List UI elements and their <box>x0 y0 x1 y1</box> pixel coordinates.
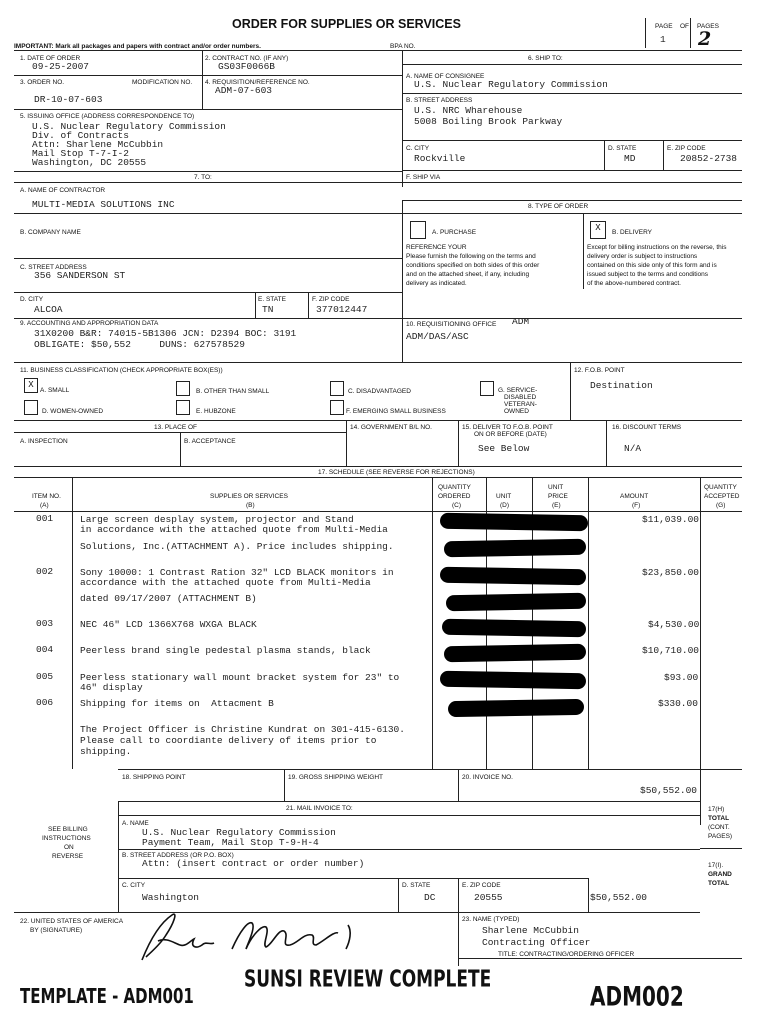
gov-bl-label: 14. GOVERNMENT B/L NO. <box>350 424 432 431</box>
issuing-line-4: Mail Stop T-7-I-2 <box>32 148 129 159</box>
typed-title: Contracting Officer <box>482 937 591 948</box>
ship-street-2: 5008 Boiling Brook Parkway <box>414 116 563 127</box>
col-accepted-3: (G) <box>716 502 726 509</box>
consignee-label: A. NAME OF CONSIGNEE <box>406 73 485 80</box>
redaction-bar <box>444 539 586 557</box>
total-label-3: (CONT. <box>708 824 730 831</box>
item-amount: $11,039.00 <box>642 514 700 525</box>
invoice-state-label: D. STATE <box>402 882 431 889</box>
req-office-sub: ADM/DAS/ASC <box>406 331 469 342</box>
shipping-point-label: 18. SHIPPING POINT <box>122 774 186 781</box>
ship-to-label: 6. SHIP TO: <box>528 55 563 62</box>
purchase-text-3: conditions specified on both sides of this order <box>406 262 540 269</box>
schedule-note-3: shipping. <box>80 746 132 757</box>
template-stamp: TEMPLATE - ADM001 <box>20 984 194 1009</box>
sdvosb-checkbox[interactable] <box>480 381 494 396</box>
delivery-text-1: Except for billing instructions on the reverse, this <box>587 244 727 251</box>
issuing-line-5: Washington, DC 20555 <box>32 157 147 168</box>
issuing-line-3: Attn: Sharlene McCubbin <box>32 139 164 150</box>
title-label: TITLE: CONTRACTING/ORDERING OFFICER <box>498 951 635 958</box>
redaction-bar <box>442 619 586 638</box>
col-item-no-letter: (A) <box>40 502 49 509</box>
to-label: 7. TO: <box>194 174 212 181</box>
deliver-date: See Below <box>478 443 530 454</box>
item-desc-line: Peerless stationary wall mount bracket system for 23" to <box>80 672 400 683</box>
hubzone-checkbox[interactable] <box>176 400 190 415</box>
item-amount: $10,710.00 <box>642 645 700 656</box>
col-price-2: PRICE <box>548 493 568 500</box>
item-desc-line: 46" display <box>80 682 143 693</box>
col-qty-3: (C) <box>452 502 462 509</box>
small-business-checkbox[interactable]: X <box>24 378 38 393</box>
accounting-label: 9. ACCOUNTING AND APPROPRIATION DATA <box>20 320 159 327</box>
item-no: 001 <box>36 513 54 524</box>
total-label-2: TOTAL <box>708 815 730 822</box>
disadvantaged-label: C. DISADVANTAGED <box>348 388 411 395</box>
delivery-text-3: contained on this side only of this form and is <box>587 262 717 269</box>
invoice-name-label: A. NAME <box>122 820 149 827</box>
ship-city-label: C. CITY <box>406 145 430 152</box>
other-than-small-checkbox[interactable] <box>176 381 190 396</box>
contractor-street-label: C. STREET ADDRESS <box>20 264 87 271</box>
ship-via-label: F. SHIP VIA <box>406 174 441 181</box>
schedule-note-1: The Project Officer is Christine Kundrat on 301-415-6130. <box>80 724 405 735</box>
delivery-text-5: of the above-numbered contract. <box>587 280 681 287</box>
mail-invoice-label: 21. MAIL INVOICE TO: <box>286 805 353 812</box>
contract-number: GS03F0066B <box>218 61 276 72</box>
signature-label: BY (SIGNATURE) <box>30 927 83 934</box>
invoice-zip: 20555 <box>474 892 503 903</box>
invoice-street: Attn: (insert contract or order number) <box>142 858 365 869</box>
women-owned-checkbox[interactable] <box>24 400 38 415</box>
business-label: 11. BUSINESS CLASSIFICATION (CHECK APPROPRIATE BOX(ES)) <box>20 367 223 374</box>
invoice-state: DC <box>424 892 436 903</box>
issuing-line-2: Div. of Contracts <box>32 130 129 141</box>
schedule-note-2: Please call to coordiante delivery of items prior to <box>80 735 377 746</box>
small-label: A. SMALL <box>40 387 70 394</box>
item-no: 006 <box>36 697 54 708</box>
pages-label: PAGES <box>697 23 719 30</box>
col-supplies: SUPPLIES OR SERVICES <box>210 493 288 500</box>
redaction-bar <box>440 567 586 586</box>
item-no: 004 <box>36 644 54 655</box>
discount-value: N/A <box>624 443 642 454</box>
total-label-1: 17(H) <box>708 806 725 813</box>
hubzone-label: E. HUBZONE <box>196 408 236 415</box>
typed-name-label: 23. NAME (TYPED) <box>462 916 520 923</box>
ship-city: Rockville <box>414 153 466 164</box>
contractor-zip-label: F. ZIP CODE <box>312 296 350 303</box>
deliver-label-2: ON OR BEFORE (DATE) <box>474 431 547 438</box>
fob-label: 12. F.O.B. POINT <box>574 367 625 374</box>
delivery-checkbox[interactable]: X <box>590 221 606 239</box>
women-owned-label: D. WOMEN-OWNED <box>42 408 104 415</box>
redaction-bar <box>446 593 586 611</box>
fob-value: Destination <box>590 380 653 391</box>
delivery-text-2: delivery order is subject to instructions <box>587 253 698 260</box>
purchase-text-5: delivery as indicated. <box>406 280 467 287</box>
invoice-zip-label: E. ZIP CODE <box>462 882 501 889</box>
ship-street-1: U.S. NRC Wharehouse <box>414 105 523 116</box>
gross-weight-label: 19. GROSS SHIPPING WEIGHT <box>288 774 383 781</box>
ship-state-label: D. STATE <box>608 145 637 152</box>
delivery-label: B. DELIVERY <box>612 229 652 236</box>
contractor-state: TN <box>262 304 274 315</box>
sdvosb-label-2: DISABLED <box>504 394 537 401</box>
total-label-4: PAGES) <box>708 833 733 840</box>
accounting-line-2: OBLIGATE: $50,552 DUNS: 627578529 <box>34 339 245 350</box>
item-amount: $93.00 <box>664 672 699 683</box>
redaction-bar <box>440 513 588 532</box>
sdvosb-label-3: VETERAN- <box>504 401 537 408</box>
item-no: 003 <box>36 618 54 629</box>
invoice-no-label: 20. INVOICE NO. <box>462 774 513 781</box>
item-amount: $330.00 <box>658 698 698 709</box>
inspection-label: A. INSPECTION <box>20 438 68 445</box>
contractor-city-label: D. CITY <box>20 296 44 303</box>
pages-count: 2 <box>698 28 712 50</box>
bpa-label: BPA NO. <box>390 43 416 50</box>
adm-stamp: ADM002 <box>590 980 684 1013</box>
col-accepted-2: ACCEPTED <box>704 493 740 500</box>
item-desc-line: Shipping for items on Attacment B <box>80 698 274 709</box>
req-office-label: 10. REQUISITIONING OFFICE <box>406 321 497 328</box>
requisition-label: 4. REQUISITION/REFERENCE NO. <box>205 79 310 86</box>
schedule-label: 17. SCHEDULE (SEE REVERSE FOR REJECTIONS) <box>318 469 475 476</box>
company-name-label: B. COMPANY NAME <box>20 229 81 236</box>
item-desc-line: Solutions, Inc.(ATTACHMENT A). Price includes shipping. <box>80 541 394 552</box>
see-billing-2: INSTRUCTIONS <box>42 835 91 842</box>
ship-state: MD <box>624 153 636 164</box>
item-desc-line: NEC 46" LCD 1366X768 WXGA BLACK <box>80 619 257 630</box>
col-price-1: UNIT <box>548 484 564 491</box>
ship-zip-label: E. ZIP CODE <box>667 145 706 152</box>
grand-label-3: TOTAL <box>708 880 730 887</box>
col-unit-letter: (D) <box>500 502 510 509</box>
emerging-small-label: F. EMERGING SMALL BUSINESS <box>346 408 446 415</box>
redaction-bar <box>440 671 586 690</box>
of-label: OF <box>680 23 690 30</box>
col-qty-1: QUANTITY <box>438 484 471 491</box>
item-desc-line: Large screen desplay system, projector and Stand <box>80 514 354 525</box>
contractor-name-label: A. NAME OF CONTRACTOR <box>20 187 106 194</box>
redaction-bar <box>448 699 584 717</box>
contract-label: 2. CONTRACT NO. (IF ANY) <box>205 55 289 62</box>
invoice-street-label: B. STREET ADDRESS (OR P.O. BOX) <box>122 852 234 859</box>
req-office: ADM <box>512 316 530 327</box>
col-supplies-letter: (B) <box>246 502 255 509</box>
modification-label: MODIFICATION NO. <box>132 79 193 86</box>
see-billing-3: ON <box>64 844 74 851</box>
invoice-name-2: Payment Team, Mail Stop T-9-H-4 <box>142 837 319 848</box>
disadvantaged-checkbox[interactable] <box>330 381 344 396</box>
place-of-label: 13. PLACE OF <box>154 424 197 431</box>
form-title: ORDER FOR SUPPLIES OR SERVICES <box>232 17 461 31</box>
contractor-zip: 377012447 <box>316 304 368 315</box>
page-number: 1 <box>660 34 666 45</box>
signature <box>120 905 380 965</box>
grand-label-1: 17(I). <box>708 862 724 869</box>
item-desc-line: dated 09/17/2007 (ATTACHMENT B) <box>80 593 257 604</box>
order-type-label: 8. TYPE OF ORDER <box>528 203 589 210</box>
purchase-checkbox[interactable] <box>410 221 426 239</box>
ship-zip: 20852-2738 <box>680 153 738 164</box>
contractor-name: MULTI-MEDIA SOLUTIONS INC <box>32 199 175 210</box>
purchase-label: A. PURCHASE <box>432 229 477 236</box>
item-amount: $4,530.00 <box>648 619 700 630</box>
contractor-state-label: E. STATE <box>258 296 286 303</box>
ship-street-label: B. STREET ADDRESS <box>406 97 473 104</box>
invoice-name-1: U.S. Nuclear Regulatory Commission <box>142 827 336 838</box>
typed-name: Sharlene McCubbin <box>482 925 579 936</box>
col-item-no: ITEM NO. <box>32 493 61 500</box>
contractor-city: ALCOA <box>34 304 63 315</box>
requisition-number: ADM-07-603 <box>215 85 273 96</box>
item-amount: $23,850.00 <box>642 567 700 578</box>
grand-total-amount: $50,552.00 <box>590 892 648 903</box>
item-no: 002 <box>36 566 54 577</box>
see-billing-4: REVERSE <box>52 853 84 860</box>
col-qty-2: ORDERED <box>438 493 471 500</box>
total-amount: $50,552.00 <box>640 785 698 796</box>
item-desc-line: Peerless brand single pedestal plasma stands, black <box>80 645 371 656</box>
delivery-text-4: issued subject to the terms and conditions <box>587 271 709 278</box>
item-desc-line: Sony 10000: 1 Contrast Ration 32" LCD BLACK monitors in <box>80 567 394 578</box>
consignee-name: U.S. Nuclear Regulatory Commission <box>414 79 608 90</box>
col-price-3: (E) <box>552 502 561 509</box>
purchase-text-1: REFERENCE YOUR <box>406 244 467 251</box>
contractor-street: 356 SANDERSON ST <box>34 270 126 281</box>
col-amount-letter: (F) <box>632 502 641 509</box>
col-accepted-1: QUANTITY <box>704 484 737 491</box>
purchase-text-4: and on the attached sheet, if any, including <box>406 271 530 278</box>
item-desc-line: in accordance with the attached quote from Multi-Media <box>80 524 388 535</box>
sdvosb-label-1: G. SERVICE- <box>498 387 538 394</box>
important-note: IMPORTANT: Mark all packages and papers with contract and/or order numbers. <box>14 43 261 50</box>
order-number: DR-10-07-603 <box>34 94 103 105</box>
order-no-label: 3. ORDER NO. <box>20 79 65 86</box>
emerging-small-checkbox[interactable] <box>330 400 344 415</box>
issuing-label: 5. ISSUING OFFICE (ADDRESS CORRESPONDENCE TO) <box>20 113 195 120</box>
sdvosb-label-4: OWNED <box>504 408 529 415</box>
col-unit: UNIT <box>496 493 512 500</box>
discount-label: 16. DISCOUNT TERMS <box>612 424 682 431</box>
usa-label: 22. UNITED STATES OF AMERICA <box>20 918 124 925</box>
redaction-bar <box>444 644 586 662</box>
accounting-line-1: 31X0200 B&R: 74015-5B1306 JCN: D2394 BOC: 3191 <box>34 328 297 339</box>
order-date: 09-25-2007 <box>32 61 90 72</box>
date-label: 1. DATE OF ORDER <box>20 55 81 62</box>
deliver-label-1: 15. DELIVER TO F.O.B. POINT <box>462 424 553 431</box>
item-desc-line: accordance with the attached quote from Multi-Media <box>80 577 371 588</box>
invoice-city-label: C. CITY <box>122 882 146 889</box>
issuing-line-1: U.S. Nuclear Regulatory Commission <box>32 121 226 132</box>
other-than-small-label: B. OTHER THAN SMALL <box>196 388 270 395</box>
see-billing-1: SEE BILLING <box>48 826 88 833</box>
acceptance-label: B. ACCEPTANCE <box>184 438 236 445</box>
purchase-text-2: Please furnish the following on the terms and <box>406 253 536 260</box>
sunsi-review-stamp: SUNSI REVIEW COMPLETE <box>244 966 492 993</box>
grand-label-2: GRAND <box>708 871 732 878</box>
page-label: PAGE <box>655 23 673 30</box>
item-no: 005 <box>36 671 54 682</box>
invoice-city: Washington <box>142 892 200 903</box>
col-amount: AMOUNT <box>620 493 649 500</box>
